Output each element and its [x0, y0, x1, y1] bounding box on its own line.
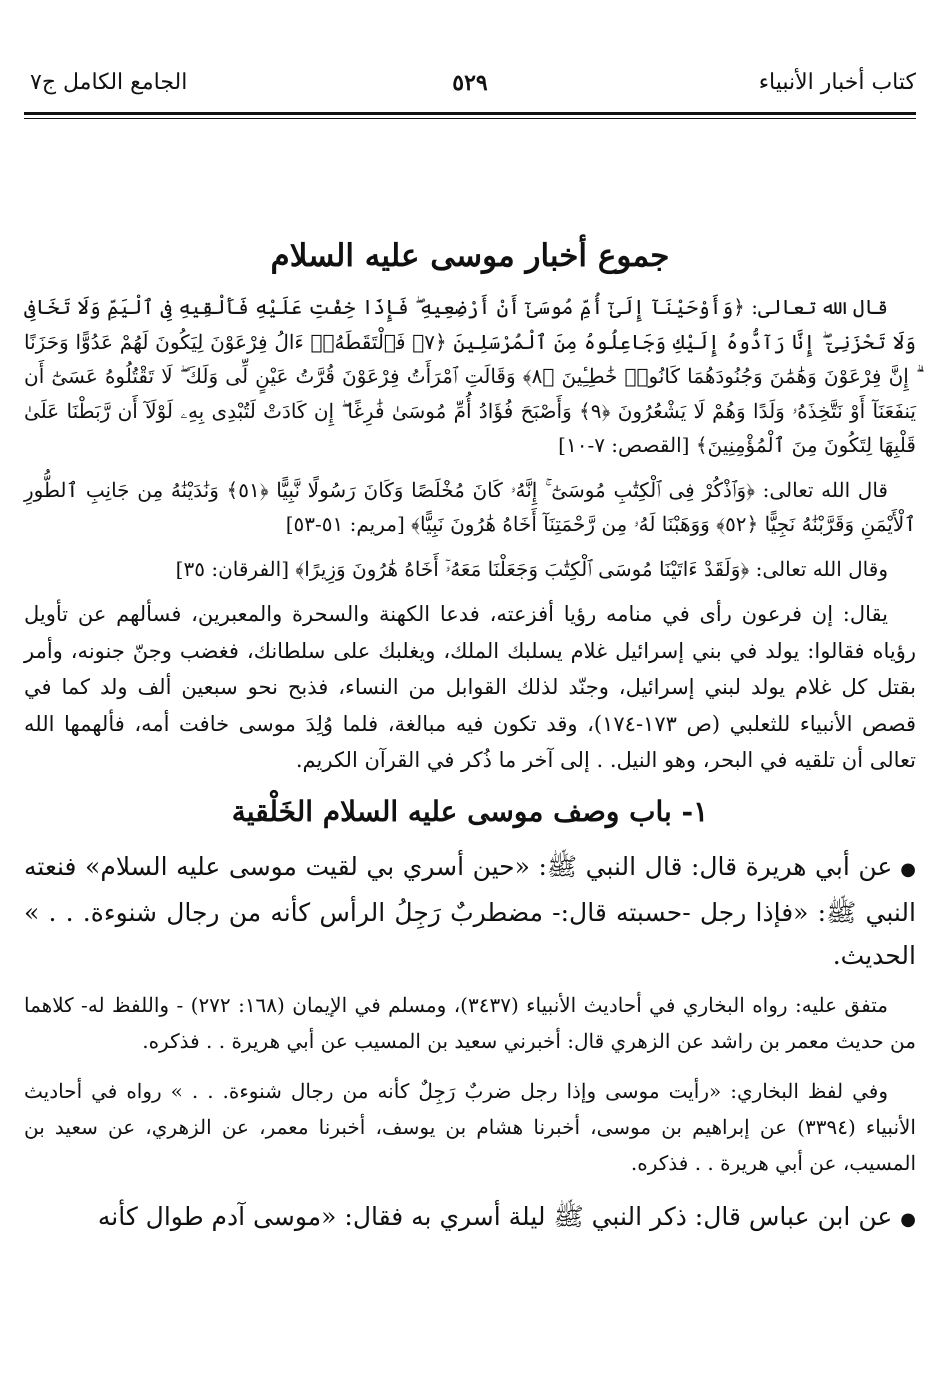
quran-quote-furqan: وقال الله تعالى: ﴿وَلَقَدْ ءَاتَيْنَا مُوسَى ٱلْكِتَٰبَ وَجَعَلْنَا مَعَهُۥٓ أَخَاهُ هَٰرُونَ وَزِيرًا﴾ [الفرقان: ٣٥] — [175, 556, 888, 581]
hadith-text: عن ابن عباس قال: ذكر النبي ﷺ ليلة أسري به فقال: «موسى آدم طوال كأنه — [97, 1201, 893, 1231]
bullet-icon: ● — [900, 1208, 916, 1230]
narrative-paragraph: يقال: إن فرعون رأى في منامه رؤيا أفزعته، فدعا الكهنة والسحرة والمعبرين، فسألهم عن تأويل رؤياه فقالوا: يولد في بني إسرائيل غلام يسلبك الملك، ويغلبك على سلطانك، فغضب وجنّ جنونه، وأمر بقتل كل غلام يولد لبني إسرائيل، وجنّد لذلك القوابل من النساء، فذبح نحو سبعين ألف ولد كما في قصص الأنبياء للثعلبي (ص ١٧٣-١٧٤)، وقد تكون فيه مبالغة، فلما وُلِدَ موسى خافت أمه، فألهمها الله تعالى أن تلقيه في البحر، وهو النيل. . إلى آخر ما ذُكر في القرآن الكريم. — [24, 602, 916, 772]
takhrij-note: متفق عليه: رواه البخاري في أحاديث الأنبياء (٣٤٣٧)، ومسلم في الإيمان (١٦٨: ٢٧٢) - واللفظ له- كلاهما من حديث معمر بن راشد عن الزهري قال: أخبرني سعيد بن المسيب عن أبي هريرة . . فذكره. — [24, 992, 916, 1053]
page-body — [24, 236, 916, 1251]
hadith-text: عن أبي هريرة قال: قال النبي ﷺ: «حين أسري بي لقيت موسى عليه السلام» فنعته النبي ﷺ: «فإذا رجل -حسبته قال:- مضطربٌ رَجِلُ الرأس كأنه من رجال شنوءة. . . » الحديث. — [24, 851, 916, 970]
book-title: كتاب أخبار الأنبياء — [758, 70, 916, 95]
collection-title: الجامع الكامل ج٧ — [30, 70, 188, 95]
page-header — [24, 62, 916, 110]
bullet-icon: ● — [900, 858, 916, 880]
section-title: ١- باب وصف موسى عليه السلام الخَلْقية — [231, 794, 709, 828]
header-rule-thick — [24, 112, 916, 115]
quran-quote-qasas: قال الله تعالى: ﴿وَأَوْحَيْنَآ إِلَىٰٓ أُمِّ مُوسَىٰٓ أَنْ أَرْضِعِيهِ ۖ فَإِذَا خِفْتِ عَلَيْهِ فَأَلْقِيهِ فِى ٱلْيَمِّ وَلَا تَخَافِى وَلَا تَحْزَنِىٓ ۖ إِنَّا رَآدُّوهُ إِلَيْكِ وَجَاعِلُوهُ مِنَ ٱلْمُرْسَلِينَ ﴿٧﴾ فَٱلْتَقَطَهُۥٓ ءَالُ فِرْعَوْنَ لِيَكُونَ لَهُمْ عَدُوًّا وَحَزَنًا ۗ إِنَّ فِرْعَوْنَ وَهَٰمَٰنَ وَجُنُودَهُمَا كَانُوا۟ خَٰطِـِٔينَ ﴿٨﴾ وَقَالَتِ ٱمْرَأَتُ فِرْعَوْنَ قُرَّتُ عَيْنٍ لِّى وَلَكَ ۖ لَا تَقْتُلُوهُ عَسَىٰٓ أَن يَنفَعَنَآ أَوْ نَتَّخِذَهُۥ وَلَدًا وَهُمْ لَا يَشْعُرُونَ ﴿٩﴾ وَأَصْبَحَ فُؤَادُ أُمِّ مُوسَىٰ فَٰرِغًا ۖ إِن كَادَتْ لَتُبْدِى بِهِۦ لَوْلَآ أَن رَّبَطْنَا عَلَىٰ قَلْبِهَا لِتَكُونَ مِنَ ٱلْمُؤْمِنِينَ﴾ [القصص: ٧-١٠] — [24, 295, 917, 457]
header-rule-thin — [24, 118, 916, 119]
hadith-abu-hurayra — [24, 845, 916, 977]
hadith-ibn-abbas — [24, 1195, 916, 1241]
page-number: ٥٢٩ — [452, 70, 488, 96]
quran-quote-maryam: قال الله تعالى: ﴿وَٱذْكُرْ فِى ٱلْكِتَٰبِ مُوسَىٰٓ ۚ إِنَّهُۥ كَانَ مُخْلَصًا وَكَانَ رَسُولًا نَّبِيًّا ﴿٥١﴾ وَنَٰدَيْنَٰهُ مِن جَانِبِ ٱلطُّورِ ٱلْأَيْمَنِ وَقَرَّبْنَٰهُ نَجِيًّا ﴿٥٢﴾ وَوَهَبْنَا لَهُۥ مِن رَّحْمَتِنَآ أَخَاهُ هَٰرُونَ نَبِيًّا﴾ [مريم: ٥١-٥٣] — [24, 477, 916, 536]
bukhari-variant-note: وفي لفظ البخاري: «رأيت موسى وإذا رجل ضربٌ رَجِلٌ كأنه من رجال شنوءة. . . » رواه في أحاديث الأنبياء (٣٣٩٤) عن إبراهيم بن موسى، أخبرنا هشام بن يوسف، أخبرنا معمر، عن الزهري، عن سعيد بن المسيب، عن أبي هريرة . . فذكره. — [24, 1078, 916, 1175]
chapter-title: جموع أخبار موسى عليه السلام — [270, 238, 670, 274]
